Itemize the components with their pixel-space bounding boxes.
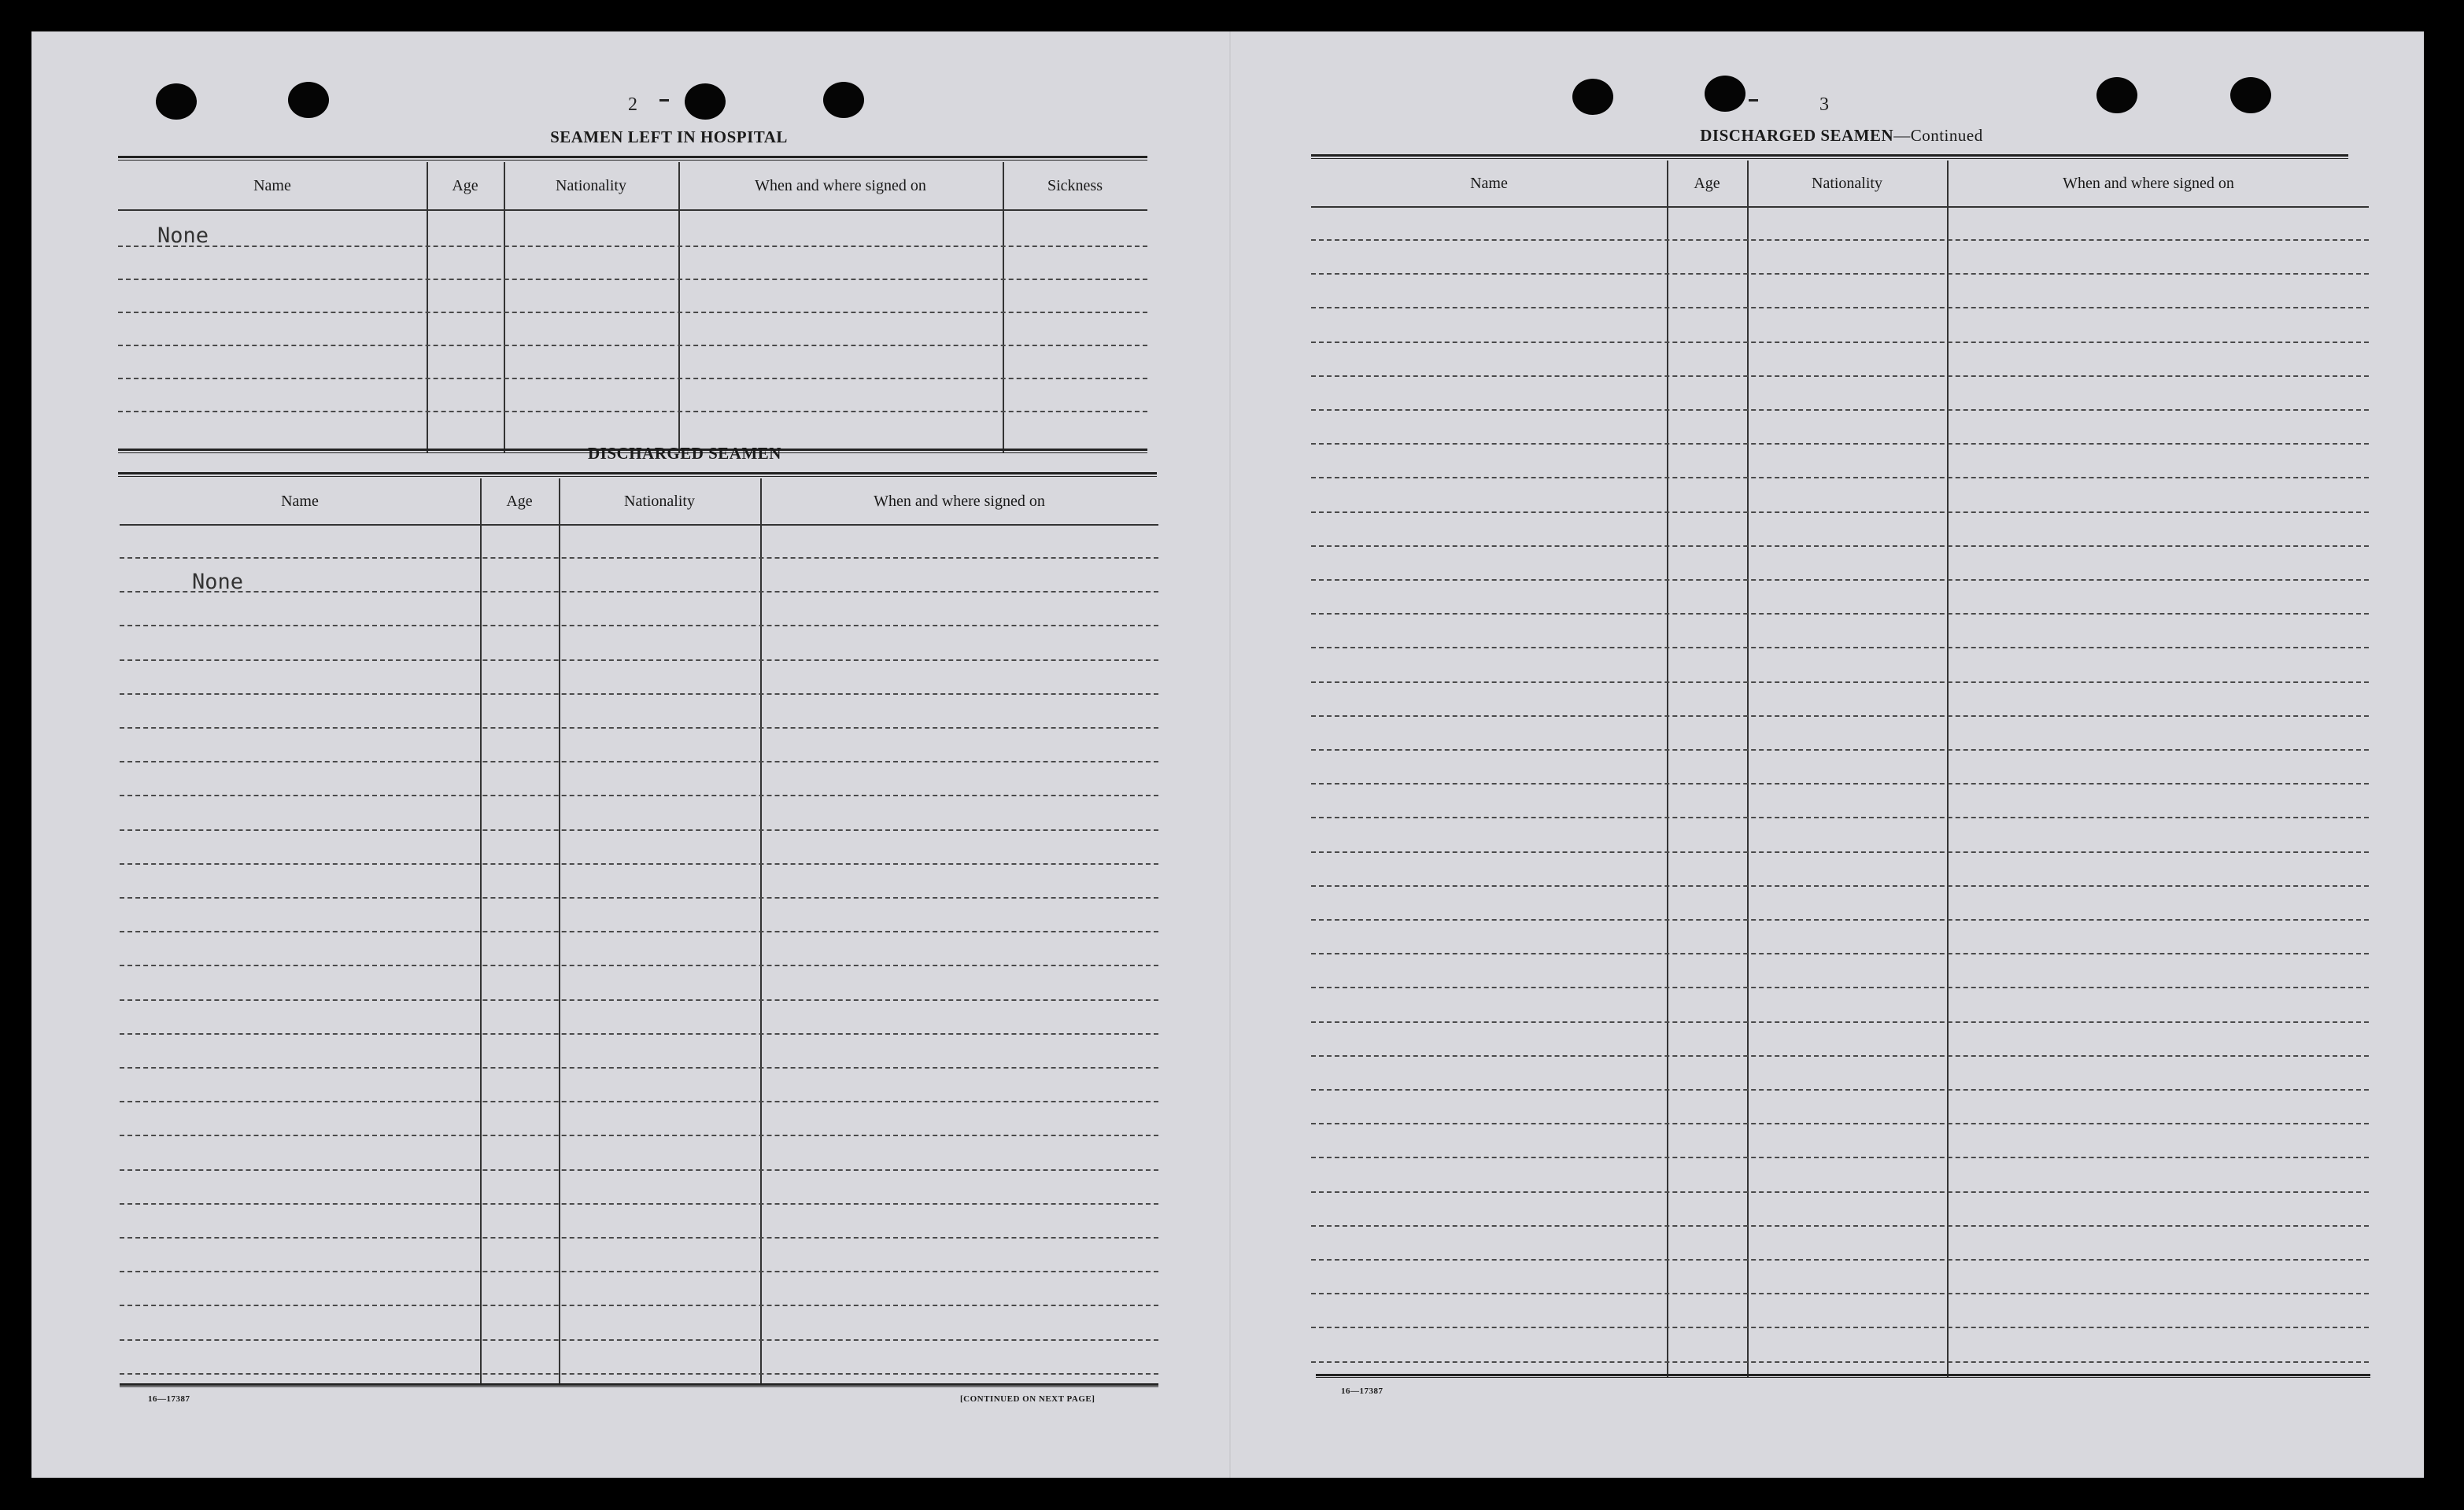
table-row-line <box>120 625 1158 626</box>
table-row-line <box>120 1101 1158 1102</box>
col-header-age: Age <box>1694 174 1720 192</box>
punch-hole <box>156 83 197 120</box>
col-header-signed-on: When and where signed on <box>755 176 926 194</box>
table-row-line <box>1311 1191 2369 1193</box>
table-row-line <box>1311 715 2369 717</box>
table-row-line <box>118 345 1147 346</box>
left-page-bottom-rule <box>120 1383 1158 1387</box>
document-sheet <box>31 31 2424 1478</box>
col-header-sickness: Sickness <box>1047 176 1103 194</box>
hospital-none-entry: None <box>157 223 209 248</box>
page-number-dash <box>659 99 669 102</box>
table-row-line <box>1311 511 2369 513</box>
column-divider <box>678 162 680 453</box>
right-top-rule <box>1311 154 2348 159</box>
table-row-line <box>120 1237 1158 1239</box>
discharged-table <box>120 478 1158 1408</box>
form-number-right: 16—17387 <box>1341 1386 1383 1396</box>
punch-hole <box>685 83 726 120</box>
col-header-name: Name <box>281 492 319 510</box>
discharged-continued-header <box>1311 161 2369 208</box>
discharged-continued-suffix: —Continued <box>1893 126 1983 145</box>
table-row-line <box>1311 307 2369 308</box>
page-number-left: 2 <box>628 94 637 115</box>
column-divider <box>504 162 505 453</box>
table-row-line <box>120 659 1158 661</box>
discharged-continued-title <box>1313 126 2370 146</box>
table-row-line <box>120 965 1158 966</box>
punch-hole <box>1572 79 1613 115</box>
discharged-continued-table <box>1311 161 2369 1388</box>
table-row-line <box>1311 749 2369 751</box>
column-divider <box>1747 161 1749 1377</box>
column-divider <box>427 162 428 453</box>
table-row-line <box>120 557 1158 559</box>
table-row-line <box>1311 342 2369 343</box>
table-row-line <box>120 761 1158 762</box>
table-row-line <box>1311 1055 2369 1057</box>
column-divider <box>1667 161 1668 1377</box>
table-row-line <box>1311 953 2369 954</box>
discharged-table-header <box>120 478 1158 526</box>
table-row-line <box>120 1271 1158 1272</box>
discharged-continued-title-main: DISCHARGED SEAMEN <box>1700 126 1894 145</box>
table-row-line <box>120 591 1158 593</box>
table-row-line <box>120 1203 1158 1205</box>
table-row-line <box>118 411 1147 412</box>
table-row-line <box>120 931 1158 932</box>
page-number-dash <box>1749 99 1758 102</box>
table-row-line <box>120 1135 1158 1136</box>
table-row-line <box>1311 545 2369 547</box>
hospital-table-header <box>118 162 1147 211</box>
table-row-line <box>120 897 1158 899</box>
table-row-line <box>1311 443 2369 445</box>
table-row-line <box>1311 987 2369 988</box>
table-row-line <box>120 1339 1158 1341</box>
table-row-line <box>1311 273 2369 275</box>
table-row-line <box>1311 817 2369 818</box>
discharged-section-title: DISCHARGED SEAMEN <box>588 444 781 463</box>
discharged-top-rule <box>118 472 1157 477</box>
table-row-line <box>120 1033 1158 1035</box>
right-page-bottom-rule <box>1316 1374 2370 1378</box>
table-row-line <box>118 246 1147 247</box>
table-row-line <box>1311 613 2369 615</box>
page-fold <box>1229 31 1231 1478</box>
table-row-line <box>1311 783 2369 785</box>
table-row-line <box>1311 1089 2369 1091</box>
col-header-age: Age <box>506 492 533 510</box>
table-row-line <box>1311 919 2369 921</box>
punch-hole <box>2230 77 2271 113</box>
table-row-line <box>120 999 1158 1001</box>
table-row-line <box>1311 1327 2369 1328</box>
page-number-right: 3 <box>1819 94 1829 115</box>
col-header-nationality: Nationality <box>624 492 695 510</box>
table-row-line <box>1311 1293 2369 1294</box>
table-row-line <box>1311 885 2369 887</box>
table-row-line <box>120 1067 1158 1069</box>
punch-hole <box>1705 76 1745 112</box>
table-row-line <box>120 1373 1158 1375</box>
table-row-line <box>1311 1021 2369 1023</box>
col-header-name: Name <box>253 176 291 194</box>
table-row-line <box>1311 1225 2369 1227</box>
table-row-line <box>1311 579 2369 581</box>
table-row-line <box>1311 1259 2369 1261</box>
table-row-line <box>118 378 1147 379</box>
table-row-line <box>120 795 1158 796</box>
table-row-line <box>120 727 1158 729</box>
discharged-none-entry: None <box>192 570 244 594</box>
column-divider <box>1003 162 1004 453</box>
col-header-signed-on: When and where signed on <box>874 492 1045 510</box>
hospital-section-title: SEAMEN LEFT IN HOSPITAL <box>550 127 788 146</box>
col-header-nationality: Nationality <box>556 176 626 194</box>
table-row-line <box>120 863 1158 865</box>
table-row-line <box>1311 1157 2369 1158</box>
punch-hole <box>288 82 329 118</box>
hospital-top-rule <box>118 156 1147 161</box>
col-header-signed-on: When and where signed on <box>2063 174 2234 192</box>
table-row-line <box>118 312 1147 313</box>
col-header-name: Name <box>1470 174 1508 192</box>
table-row-line <box>120 829 1158 831</box>
table-row-line <box>1311 239 2369 241</box>
table-row-line <box>1311 1123 2369 1124</box>
table-row-line <box>118 279 1147 280</box>
form-number-left: 16—17387 <box>148 1394 190 1404</box>
table-row-line <box>1311 477 2369 478</box>
table-row-line <box>1311 1361 2369 1363</box>
col-header-age: Age <box>452 176 478 194</box>
table-row-line <box>1311 851 2369 853</box>
table-row-line <box>1311 409 2369 411</box>
col-header-nationality: Nationality <box>1812 174 1882 192</box>
table-row-line <box>120 693 1158 695</box>
table-row-line <box>120 1305 1158 1306</box>
hospital-table <box>118 162 1147 456</box>
table-row-line <box>1311 375 2369 377</box>
column-divider <box>1947 161 1949 1377</box>
table-row-line <box>1311 681 2369 683</box>
table-row-line <box>120 1169 1158 1171</box>
table-row-line <box>1311 647 2369 648</box>
punch-hole <box>823 82 864 118</box>
continued-note: [CONTINUED ON NEXT PAGE] <box>960 1394 1095 1404</box>
punch-hole <box>2096 77 2137 113</box>
